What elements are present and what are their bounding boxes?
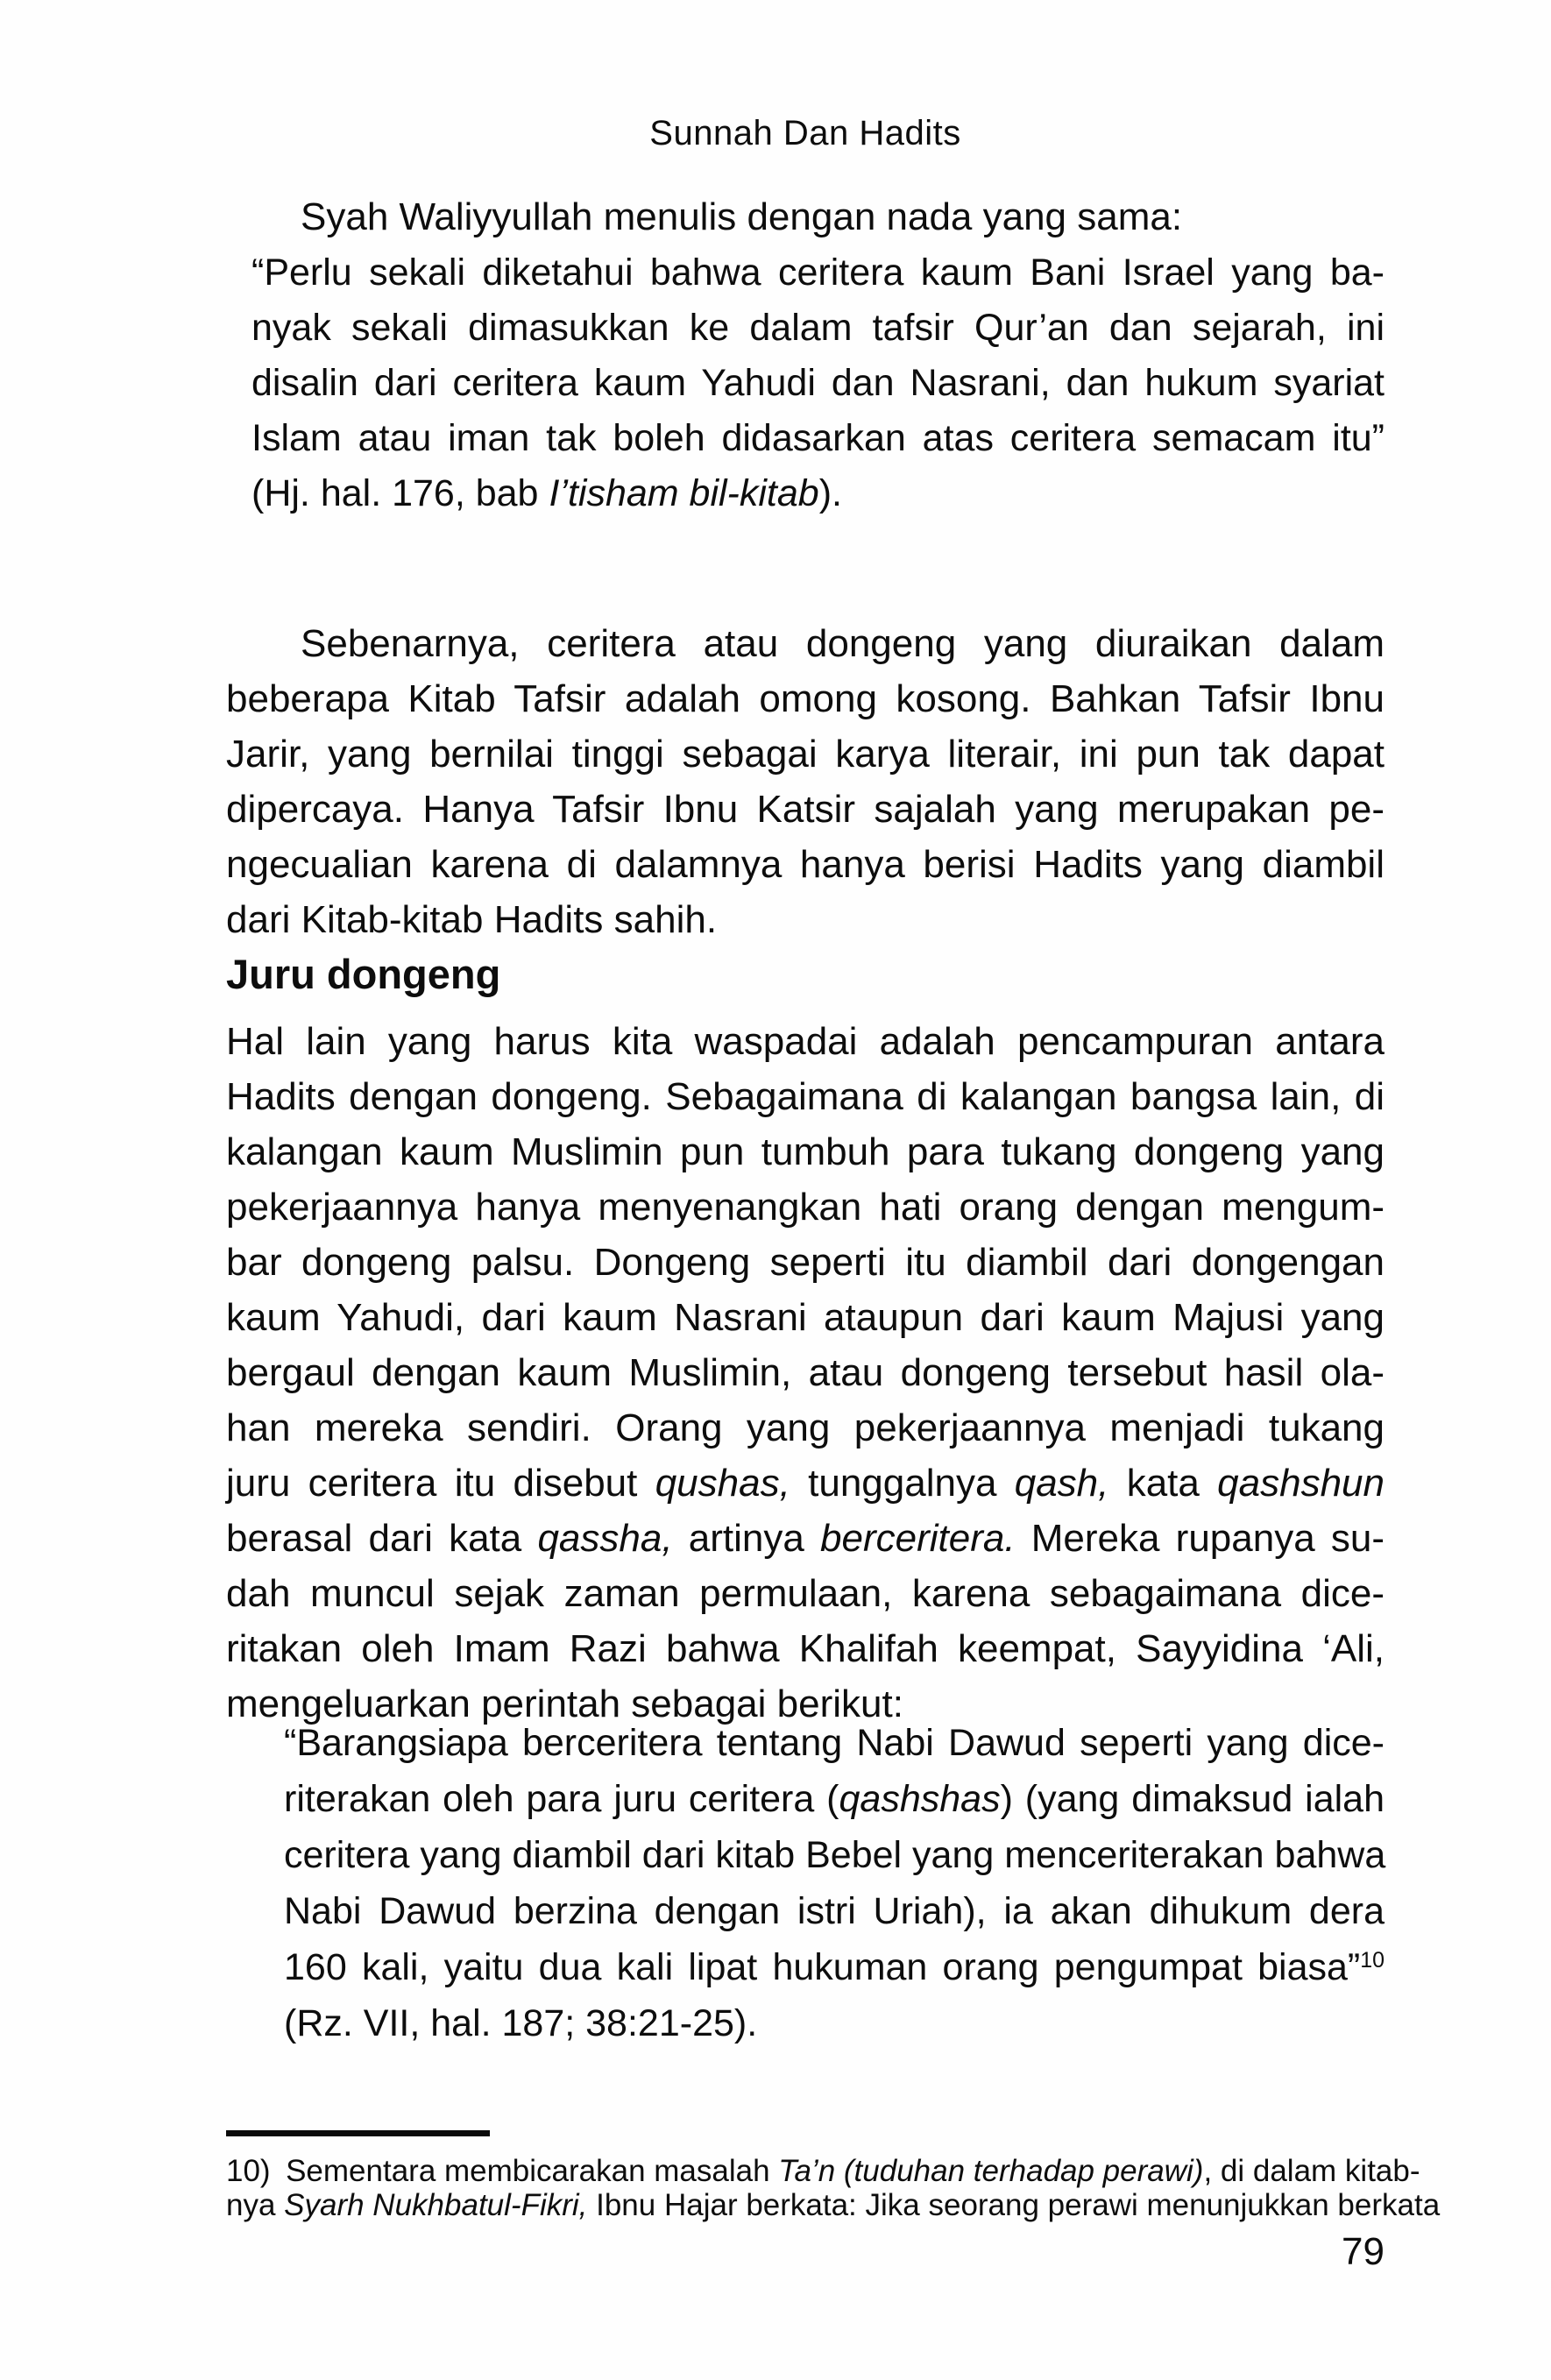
text-line: beberapa Kitab Tafsir adalah omong kosong. Bahkan Tafsir Ibnu (226, 677, 1385, 720)
blockquote-waliyyullah (251, 245, 1385, 521)
text-line: mengeluarkan perintah sebagai berikut: (226, 1682, 903, 1725)
text-line: Hal lain yang harus kita waspadai adalah pencampuran antara (226, 1020, 1385, 1063)
text-line: kaum Yahudi, dari kaum Nasrani ataupun dari kaum Majusi yang (226, 1296, 1385, 1339)
text-line: dah muncul sejak zaman permulaan, karena sebagaimana dice- (226, 1572, 1385, 1615)
paragraph-juru-dongeng (226, 1014, 1385, 1732)
text-line: “Barangsiapa berceritera tentang Nabi Dawud seperti yang dice- (284, 1722, 1385, 1764)
text-line: ritakan oleh Imam Razi bahwa Khalifah keempat, Sayyidina ‘Ali, (226, 1627, 1385, 1670)
text-line: Islam atau iman tak boleh didasarkan atas ceritera semacam itu” (251, 417, 1385, 459)
text-line: Nabi Dawud berzina dengan istri Uriah), ia akan dihukum dera (284, 1890, 1385, 1932)
text-line: pekerjaannya hanya menyenangkan hati orang dengan mengum- (226, 1186, 1385, 1229)
text-line: nyak sekali dimasukkan ke dalam tafsir Qur’an dan sejarah, ini (251, 307, 1385, 349)
page-number: 79 (1342, 2230, 1385, 2273)
section-heading-juru-dongeng: Juru dongeng (226, 951, 501, 997)
text-line: dari Kitab-kitab Hadits sahih. (226, 898, 718, 941)
text-line: Jarir, yang bernilai tinggi sebagai karya literair, ini pun tak dapat (226, 733, 1385, 776)
text-line: Syah Waliyyullah menulis dengan nada yang sama: (301, 195, 1183, 238)
text-line: han mereka sendiri. Orang yang pekerjaannya menjadi tukang (226, 1406, 1385, 1449)
text-line: berasal dari kata qassha, artinya berceritera. Mereka rupanya su- (226, 1517, 1385, 1560)
text-line: “Perlu sekali diketahui bahwa ceritera kaum Bani Israel yang ba- (251, 251, 1385, 294)
paragraph-tafsir (226, 616, 1385, 947)
text-line: (Rz. VII, hal. 187; 38:21-25). (284, 2002, 758, 2044)
text-line: dipercaya. Hanya Tafsir Ibnu Katsir sajalah yang merupakan pe- (226, 788, 1385, 831)
text-line: ngecualian karena di dalamnya hanya berisi Hadits yang diambil (226, 843, 1385, 886)
running-header: Sunnah Dan Hadits (649, 114, 961, 152)
text-line: disalin dari ceritera kaum Yahudi dan Nasrani, dan hukum syariat (251, 362, 1385, 404)
text-line: juru ceritera itu disebut qushas, tunggalnya qash, kata qashshun (226, 1462, 1385, 1505)
blockquote-ali-order (284, 1715, 1385, 2051)
text-line: 160 kali, yaitu dua kali lipat hukuman orang pengumpat biasa”$^{10}$ (284, 1946, 1385, 1988)
text-line: Sebenarnya, ceritera atau dongeng yang diuraikan dalam (301, 622, 1385, 665)
text-column (226, 0, 1441, 2380)
text-line: ceritera yang diambil dari kitab Bebel yang menceriterakan bahwa (284, 1834, 1386, 1876)
text-line: bar dongeng palsu. Dongeng seperti itu diambil dari dongengan (226, 1241, 1385, 1284)
text-line: bergaul dengan kaum Muslimin, atau dongeng tersebut hasil ola- (226, 1351, 1385, 1394)
footnote-divider (226, 2130, 490, 2136)
text-line: kalangan kaum Muslimin pun tumbuh para tukang dongeng yang (226, 1130, 1385, 1173)
paragraph-intro (226, 189, 1385, 244)
footnote-10 (226, 2154, 1441, 2222)
text-line: nya Syarh Nukhbatul-Fikri, Ibnu Hajar berkata: Jika seorang perawi menunjukkan berkata (226, 2188, 1441, 2222)
text-line: (Hj. hal. 176, bab I’tisham bil-kitab). (251, 472, 842, 514)
text-line: riterakan oleh para juru ceritera (qashshas) (yang dimaksud ialah (284, 1778, 1385, 1820)
text-line: 10) Sementara membicarakan masalah Ta’n (tuduhan terhadap perawi), di dalam kitab- (226, 2154, 1420, 2188)
text-line: Hadits dengan dongeng. Sebagaimana di kalangan bangsa lain, di (226, 1075, 1385, 1118)
